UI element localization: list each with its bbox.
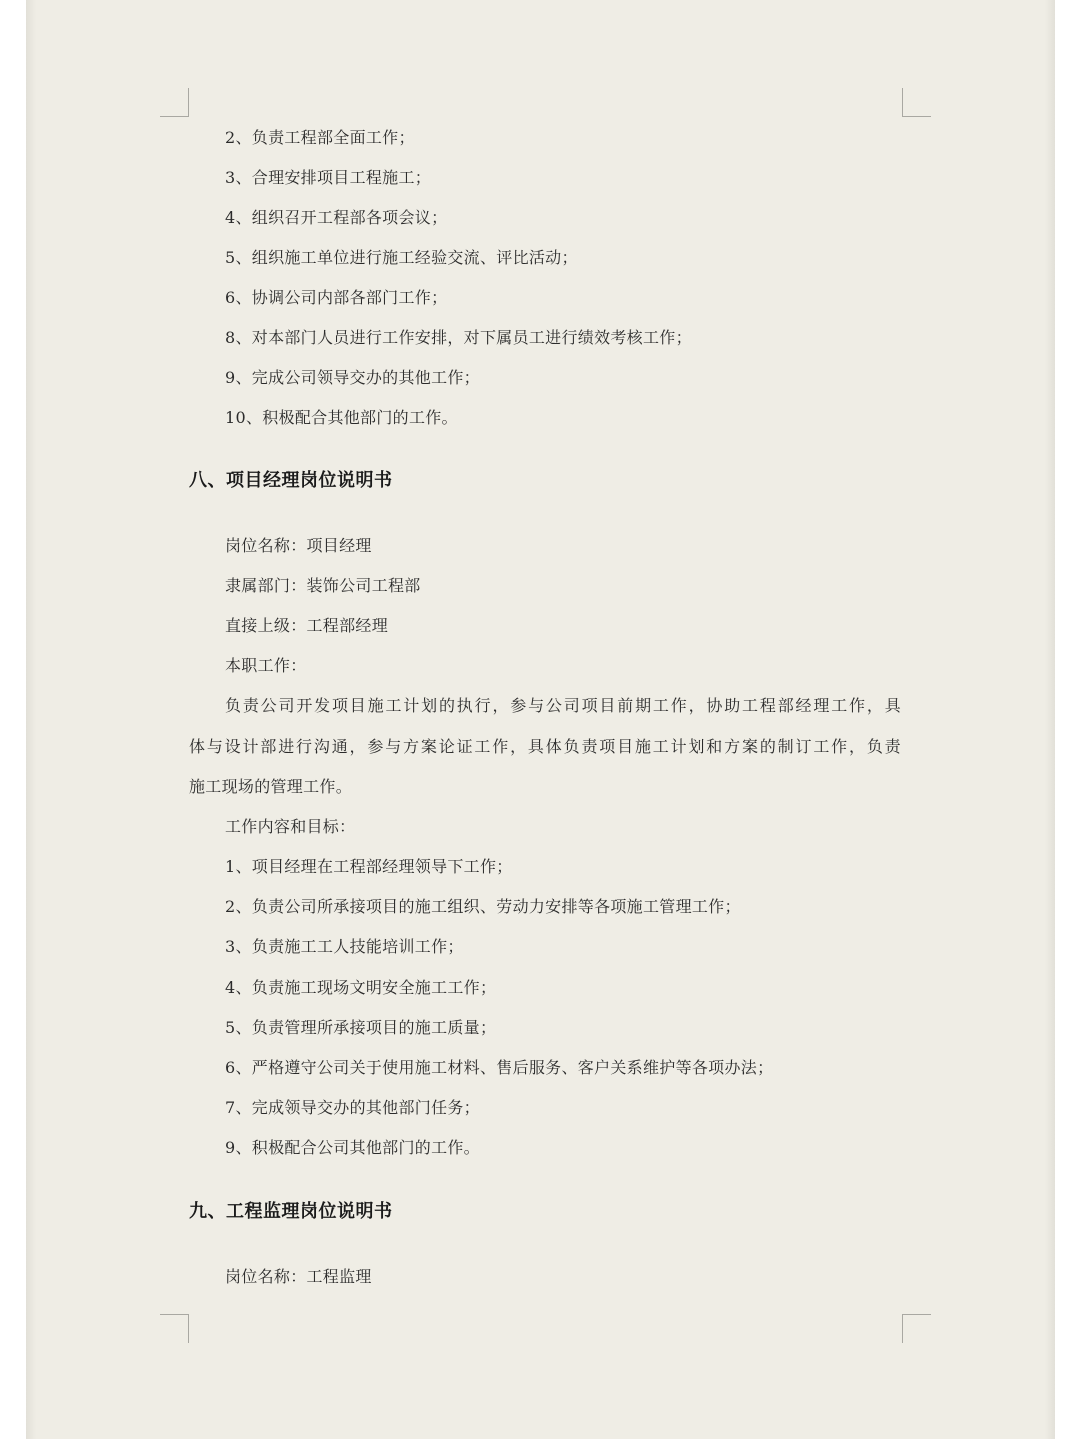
duty-label: 本职工作： xyxy=(225,656,307,675)
list-item: 2、负责工程部全面工作； xyxy=(225,128,415,147)
list-item: 1、项目经理在工程部经理领导下工作； xyxy=(225,857,513,876)
list-item: 5、组织施工单位进行施工经验交流、评比活动； xyxy=(225,248,578,267)
crop-mark-bottom-right xyxy=(902,1314,931,1343)
crop-mark-top-right xyxy=(902,88,931,117)
section-heading-8: 八、项目经理岗位说明书 xyxy=(189,470,393,491)
duty-paragraph-line-1: 负责公司开发项目施工计划的执行，参与公司项目前期工作，协助工程部经理工作，具 xyxy=(225,696,901,715)
page-edge-right xyxy=(1045,0,1055,1439)
list-item: 2、负责公司所承接项目的施工组织、劳动力安排等各项施工管理工作； xyxy=(225,897,741,916)
list-item: 7、完成领导交办的其他部门任务； xyxy=(225,1098,480,1117)
section-heading-9: 九、工程监理岗位说明书 xyxy=(189,1201,393,1222)
list-item: 4、组织召开工程部各项会议； xyxy=(225,208,448,227)
list-item: 10、积极配合其他部门的工作。 xyxy=(225,408,458,427)
duty-paragraph-line-2: 体与设计部进行沟通，参与方案论证工作，具体负责项目施工计划和方案的制订工作，负责 xyxy=(189,737,901,756)
position-name: 岗位名称：项目经理 xyxy=(225,536,372,555)
document-page xyxy=(26,0,1055,1439)
list-item: 5、负责管理所承接项目的施工质量； xyxy=(225,1018,497,1037)
list-item: 9、积极配合公司其他部门的工作。 xyxy=(225,1138,480,1157)
position-name: 岗位名称：工程监理 xyxy=(225,1267,372,1286)
list-item: 9、完成公司领导交办的其他工作； xyxy=(225,368,480,387)
crop-mark-bottom-left xyxy=(160,1314,189,1343)
list-item: 3、负责施工工人技能培训工作； xyxy=(225,937,464,956)
list-item: 6、严格遵守公司关于使用施工材料、售后服务、客户关系维护等各项办法； xyxy=(225,1058,774,1077)
duty-paragraph-line-3: 施工现场的管理工作。 xyxy=(189,777,353,796)
list-item: 8、对本部门人员进行工作安排，对下属员工进行绩效考核工作； xyxy=(225,328,692,347)
list-item: 3、合理安排项目工程施工； xyxy=(225,168,432,187)
department: 隶属部门：装饰公司工程部 xyxy=(225,576,421,595)
list-item: 4、负责施工现场文明安全施工工作； xyxy=(225,978,497,997)
page-edge-left xyxy=(26,0,36,1439)
content-label: 工作内容和目标： xyxy=(225,817,356,836)
list-item: 6、协调公司内部各部门工作； xyxy=(225,288,448,307)
direct-superior: 直接上级：工程部经理 xyxy=(225,616,389,635)
crop-mark-top-left xyxy=(160,88,189,117)
